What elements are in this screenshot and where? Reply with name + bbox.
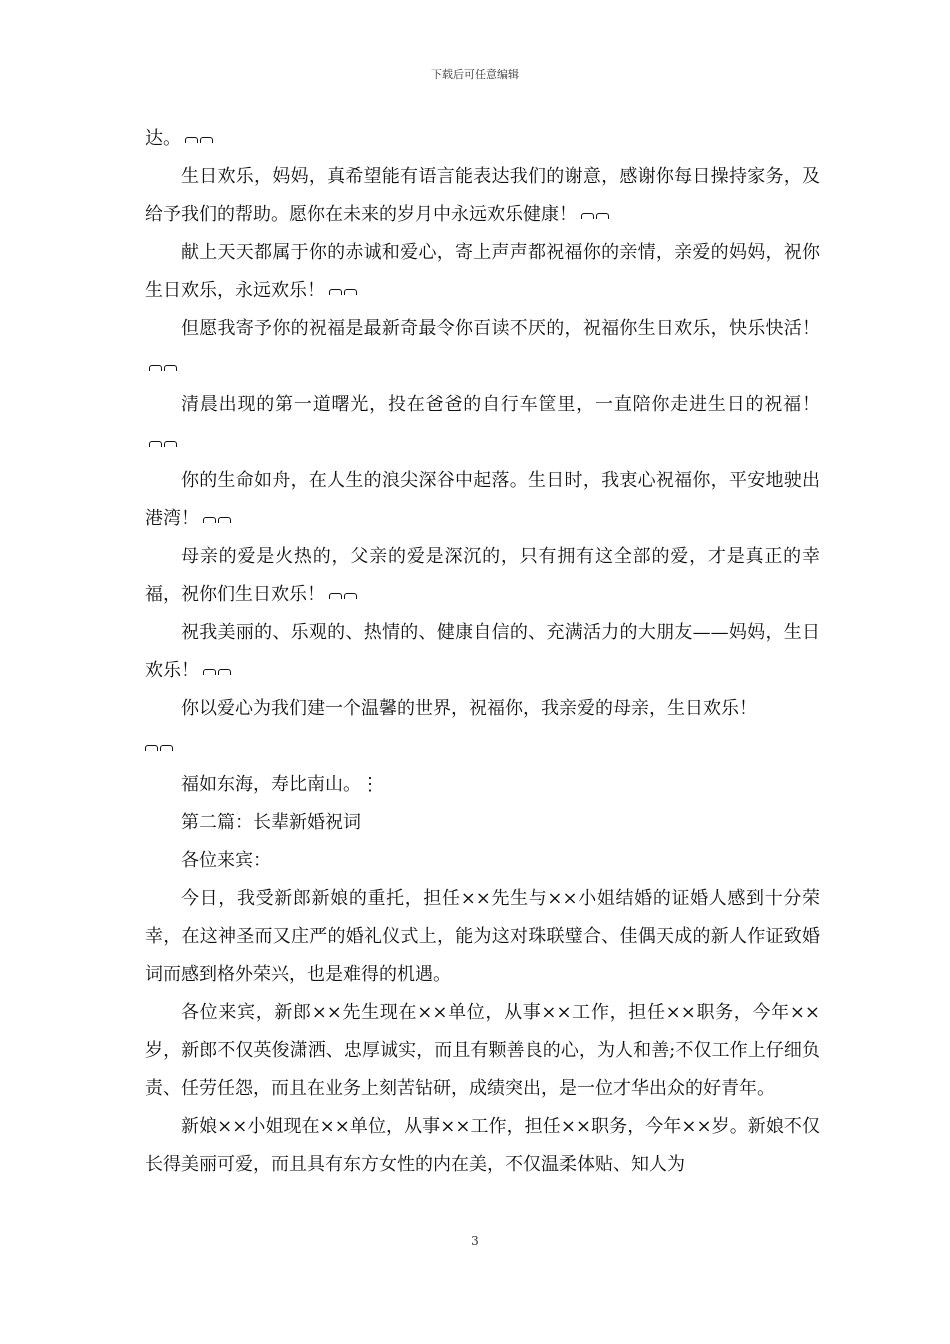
paragraph [145,234,820,310]
paragraph-text: 你以爱心为我们建一个温馨的世界，祝福你，我亲爱的母亲，生日欢乐！ [181,698,757,719]
paragraph-text: 母亲的爱是火热的，父亲的爱是深沉的，只有拥有这全部的爱，才是真正的幸福，祝你们生日欢乐！ [145,546,820,605]
paragraph-text: 生日欢乐，妈妈，真希望能有语言能表达我们的谢意，感谢你每日操持家务，及给予我们的帮助。愿你在未来的岁月中永远欢乐健康！ [145,166,820,225]
paragraph [145,120,820,158]
paragraph-text: 各位来宾，新郎××先生现在××单位，从事××工作，担任××职务，今年××岁，新郎不仅英俊潇洒、忠厚诚实，而且有颗善良的心，为人和善;不仅工作上仔细负责、任劳任怨，而且在业务上刻苦钻研，成绩突出，是一位才华出众的好青年。 [145,1002,820,1099]
bracket-mark-icon [581,211,611,221]
paragraph [145,766,820,804]
bracket-mark-icon [149,363,179,373]
section-title [145,804,820,842]
paragraph [145,690,820,728]
paragraph [145,158,820,234]
paragraph [145,994,820,1108]
bracket-mark-icon [329,591,359,601]
paragraph [145,462,820,538]
salutation-text: 各位来宾： [181,850,271,871]
paragraph-text: 新娘××小姐现在××单位，从事××工作，担任××职务，今年××岁。新娘不仅长得美丽可爱，而且具有东方女性的内在美，不仅温柔体贴、知人为 [145,1116,820,1175]
paragraph [145,1108,820,1184]
paragraph-text: 祝我美丽的、乐观的、热情的、健康自信的、充满活力的大朋友——妈妈，生日欢乐！ [145,622,820,681]
paragraph [145,614,820,690]
document-body [145,120,820,1184]
section-title-text: 第二篇：长辈新婚祝词 [181,812,361,833]
bracket-mark-icon [329,287,359,297]
salutation [145,842,820,880]
paragraph [145,310,820,386]
paragraph-text: 献上天天都属于你的赤诚和爱心，寄上声声都祝福你的亲情，亲爱的妈妈，祝你生日欢乐，永远欢乐！ [145,242,820,301]
paragraph-text: 你的生命如舟，在人生的浪尖深谷中起落。生日时，我衷心祝福你，平安地驶出港湾！ [145,470,820,529]
page-header: 下载后可任意编辑 [431,68,519,81]
paragraph [145,880,820,994]
paragraph [145,386,820,462]
paragraph-text: 福如东海，寿比南山。⋮ [181,774,379,795]
bracket-mark-icon [149,439,179,449]
paragraph [145,538,820,614]
page-number: 3 [471,1234,479,1248]
bracket-mark-icon [203,515,233,525]
paragraph-text: 今日，我受新郎新娘的重托，担任××先生与××小姐结婚的证婚人感到十分荣幸，在这神圣而又庄严的婚礼仪式上，能为这对珠联璧合、佳偶天成的新人作证致婚词而感到格外荣兴，也是难得的机遇。 [145,888,820,985]
paragraph-mark-line [145,728,820,766]
bracket-mark-icon [145,743,175,753]
paragraph-text: 但愿我寄予你的祝福是最新奇最令你百读不厌的，祝福你生日欢乐，快乐快活！ [181,318,820,339]
bracket-mark-icon [203,667,233,677]
bracket-mark-icon [185,135,215,145]
paragraph-text: 清晨出现的第一道曙光，投在爸爸的自行车筐里，一直陪你走进生日的祝福！ [181,394,820,415]
paragraph-text: 达。 [145,128,181,149]
